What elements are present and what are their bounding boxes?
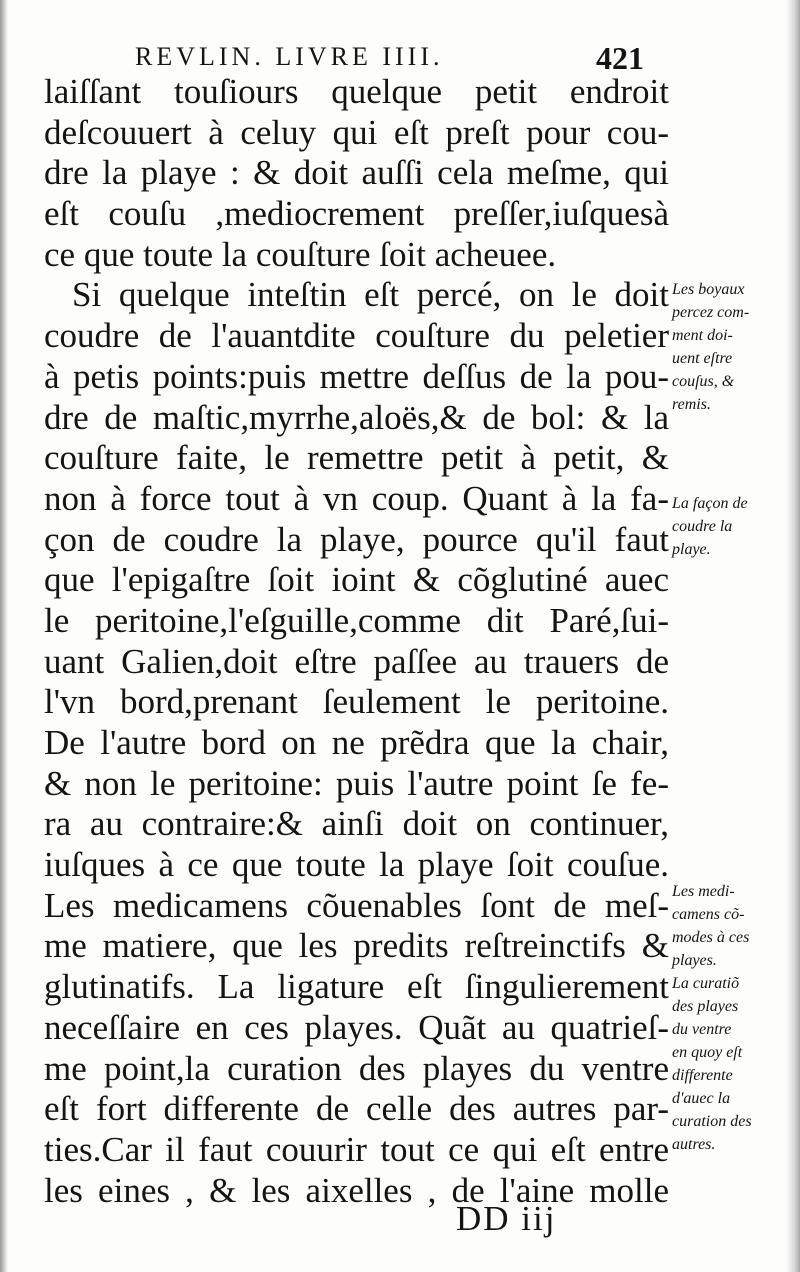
text-line: Si quelque inteſtin eſt percé, on le doit bbox=[72, 275, 669, 315]
main-text-block bbox=[44, 72, 669, 1211]
text-line: deſcouuert à celuy qui eſt preſt pour cou- bbox=[44, 112, 669, 152]
text-line: couſture faite, le remettre petit à petit, & bbox=[44, 438, 669, 478]
margin-note-line: Les medi- bbox=[672, 883, 735, 900]
text-line: laiſſant touſiours quelque petit endroit bbox=[44, 72, 669, 111]
margin-note-line: d'auec la bbox=[672, 1090, 731, 1107]
margin-note-line: curation des bbox=[672, 1113, 752, 1130]
text-line: l'vn bord,prenant ſeulement le peritoine. bbox=[44, 682, 669, 722]
margin-note-line: en quoy eſt bbox=[672, 1044, 743, 1061]
margin-note-line: Les boyaux bbox=[672, 281, 745, 298]
margin-note-line: coudre la bbox=[672, 518, 733, 535]
margin-note-line: playes. bbox=[672, 952, 717, 969]
margin-note-line: camens cõ- bbox=[672, 906, 745, 923]
margin-note-line: playe. bbox=[672, 541, 711, 558]
page-number: 421 bbox=[596, 40, 644, 76]
text-line: le peritoine,l'eſguille,comme dit Paré,ſui- bbox=[44, 600, 669, 640]
margin-note-line: autres. bbox=[672, 1136, 716, 1153]
margin-note-line: du ventre bbox=[672, 1021, 732, 1038]
text-line: ties.Car il faut couurir tout ce qui eſt entre bbox=[44, 1129, 669, 1169]
text-line: ra au contraire:& ainſi doit on continuer, bbox=[44, 804, 669, 844]
running-head: REVLIN. LIVRE IIII. bbox=[135, 42, 444, 71]
text-line: & non le peritoine: puis l'autre point ſe fe- bbox=[44, 763, 669, 803]
signature-mark: DD iij bbox=[456, 1199, 557, 1238]
margin-note-line: des playes bbox=[672, 998, 739, 1015]
text-line: les eines , & les aixelles , de l'aine molle bbox=[44, 1170, 669, 1210]
text-line: çon de coudre la playe, pource qu'il faut bbox=[44, 519, 669, 559]
page-gutter-shadow bbox=[0, 0, 8, 1272]
margin-note-boyaux bbox=[672, 278, 790, 416]
text-line: ce que toute la couſture ſoit acheuee. bbox=[44, 234, 557, 274]
text-line: eſt couſu ,mediocrement preſſer,iuſquesà bbox=[44, 194, 669, 234]
margin-note-line: ment doi- bbox=[672, 327, 733, 344]
margin-note-line: La curatiõ bbox=[672, 975, 740, 992]
text-line: dre la playe : & doit auſſi cela meſme, qui bbox=[44, 153, 669, 193]
margin-note-line: La façon de bbox=[672, 495, 748, 512]
margin-note-medicamens bbox=[672, 880, 790, 972]
text-line: me matiere, que les predits reſtreinctifs & bbox=[44, 926, 669, 966]
text-line: dre de maſtic,myrrhe,aloës,& de bol: & la bbox=[44, 397, 669, 437]
text-line: que l'epigaſtre ſoit ioint & cõglutiné auec bbox=[44, 560, 669, 600]
margin-note-line: remis. bbox=[672, 396, 711, 413]
text-line: neceſſaire en ces playes. Quãt au quatrieſ- bbox=[44, 1007, 669, 1047]
margin-note-line: modes à ces bbox=[672, 929, 750, 946]
text-line: De l'autre bord on ne prẽdra que la chair, bbox=[44, 723, 669, 762]
text-line: non à force tout à vn coup. Quant à la fa- bbox=[44, 478, 669, 518]
text-line: eſt fort differente de celle des autres par- bbox=[44, 1089, 669, 1129]
text-line: uant Galien,doit eſtre paſſee au trauers de bbox=[44, 641, 669, 681]
text-line: Les medicamens cõuenables ſont de meſ- bbox=[44, 885, 669, 925]
text-line: me point,la curation des playes du ventre bbox=[44, 1048, 669, 1088]
margin-note-line: percez com- bbox=[672, 304, 750, 321]
text-line: iuſques à ce que toute la playe ſoit couſue. bbox=[44, 845, 669, 885]
margin-note-curation bbox=[672, 972, 790, 1156]
text-line: coudre de l'auantdite couſture du peletier bbox=[44, 316, 669, 356]
margin-note-line: differente bbox=[672, 1067, 733, 1084]
margin-note-line: uent eſtre bbox=[672, 350, 733, 367]
margin-note-facon bbox=[672, 492, 790, 561]
text-line: à petis points:puis mettre deſſus de la pou- bbox=[44, 356, 669, 396]
margin-note-line: couſus, & bbox=[672, 373, 735, 390]
text-line: glutinatifs. La ligature eſt ſingulierement bbox=[44, 967, 669, 1007]
